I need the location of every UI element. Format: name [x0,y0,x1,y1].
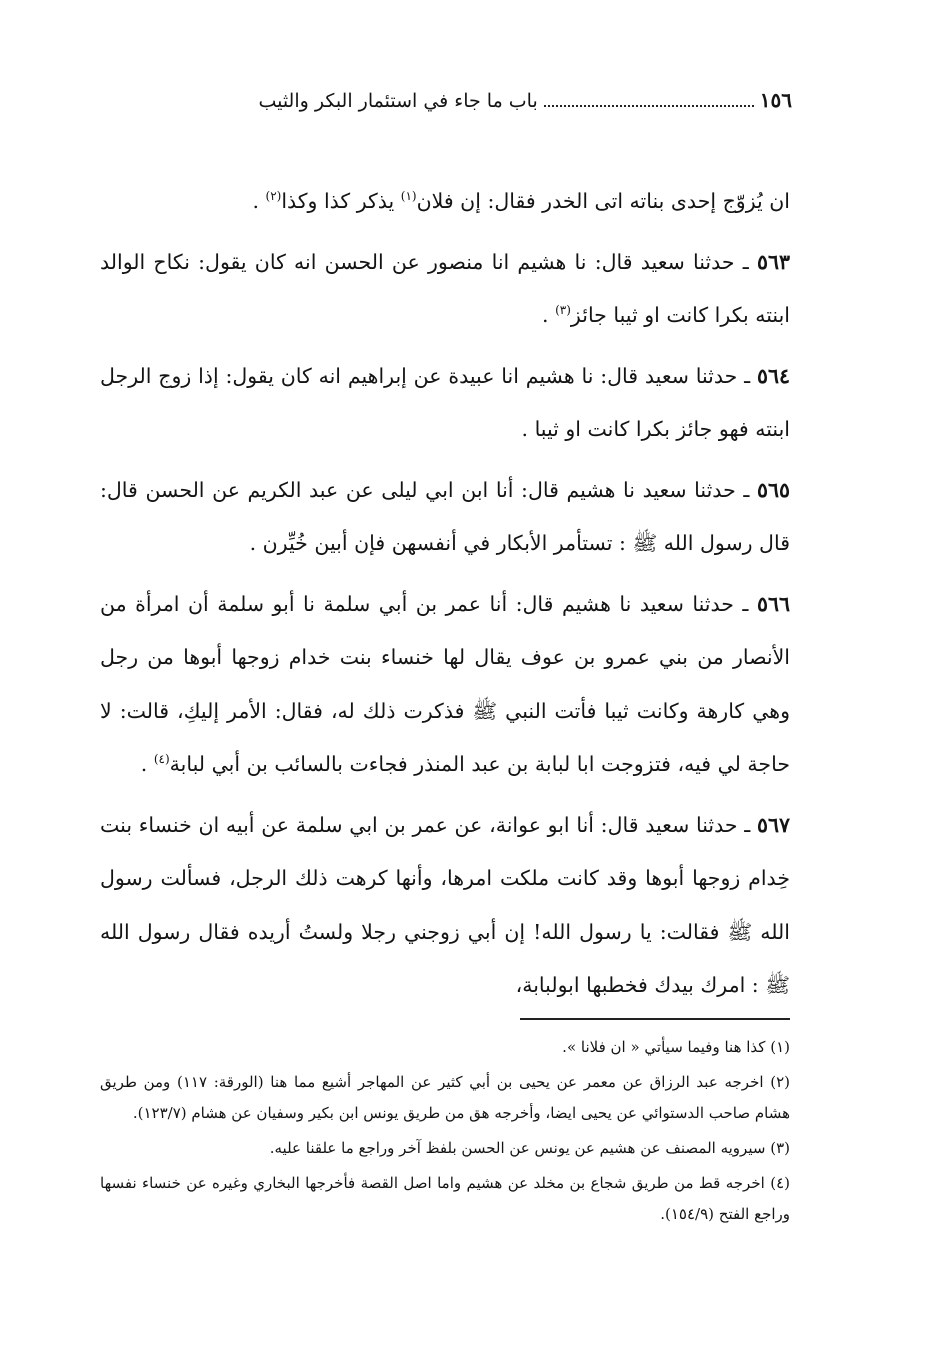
header-leader-dots [544,91,754,107]
footnote-4 [100,1168,790,1230]
chapter-title: باب ما جاء في استئمار البكر والثيب [258,90,538,112]
paragraph-text: حدثنا سعيد نا هشيم قال: أنا عمر بن أبي سلمة نا أبو سلمة أن امرأة من الأنصار من بني عمرو بن عوف يقال لها خنساء بنت خدام زوجها أبوها من رجل وهي كارهة وكانت ثيبا فأتت النبي ﷺ فذكرت ذلك له، فقال: الأمر إليكِ، قالت: لا حاجة لي فيه، فتزوجت ابا لبابة بن عبد المنذر فجاءت بالسائب بن أبي لبابة [100,591,790,776]
footnote-marker: (٣) [770,1139,790,1157]
footnote-1 [100,1032,790,1063]
hadith-number: ٥٦٤ [756,363,790,388]
footnote-text: اخرجه قط من طريق شجاع بن مخلد عن هشيم واما اصل القصة فأخرجها البخاري وغيره عن خنساء نفسها وراجع الفتح (١٥٤/٩). [100,1174,790,1223]
paragraph-text: . [140,752,154,776]
footnote-ref: (٤) [153,752,170,767]
paragraph-text: ان يُزوّج إحدى بناته اتى الخدر فقال: إن فلان [416,189,790,213]
hadith-number: ٥٦٥ [756,477,790,502]
footnote-separator [520,1018,790,1020]
footnote-ref: (٢) [265,189,282,204]
running-header [112,88,792,122]
paragraph-text: حدثنا سعيد قال: أنا ابو عوانة، عن عمر بن ابي سلمة عن أبيه ان خنساء بنت خِدام زوجها أبوها وقد كانت ملكت امرها، وأنها كرهت ذلك الرجل، فسألت رسول الله ﷺ فقالت: يا رسول الله! إن أبي زوجني رجلا ولستُ أريده فقال رسول الله ﷺ : امرك بيدك فخطبها ابولبابة، [100,812,790,997]
paragraph-text: حدثنا سعيد قال: نا هشيم انا منصور عن الحسن انه كان يقول: نكاح الوالد ابنته بكرا كانت او ثيبا جائز [100,249,790,327]
paragraph-text: حدثنا سعيد قال: نا هشيم انا عبيدة عن إبراهيم انه كان يقول: إذا زوج الرجل ابنته فهو جائز بكرا كانت او ثيبا . [100,363,790,441]
hadith-567: ٥٦٧ ـ حدثنا سعيد قال: أنا ابو عوانة، عن عمر بن ابي سلمة عن أبيه ان خنساء بنت خِدام زوجها أبوها وقد كانت ملكت امرها، وأنها كرهت ذلك الرجل، فسألت رسول الله ﷺ فقالت: يا رسول الله! إن أبي زوجني رجلا ولستُ أريده فقال رسول الله ﷺ : امرك بيدك فخطبها ابولبابة، [100,812,790,997]
hadith-566: ٥٦٦ ـ حدثنا سعيد نا هشيم قال: أنا عمر بن أبي سلمة نا أبو سلمة أن امرأة من الأنصار من بني عمرو بن عوف يقال لها خنساء بنت خدام زوجها أبوها من رجل وهي كارهة وكانت ثيبا فأتت النبي ﷺ فذكرت ذلك له، فقال: الأمر إليكِ، قالت: لا حاجة لي فيه، فتزوجت ابا لبابة بن عبد المنذر فجاءت بالسائب بن أبي لبابة$^{(٤)}$ . [100,591,790,776]
footnote-marker: (٢) [770,1073,790,1091]
footnote-2 [100,1067,790,1129]
hadith-565: ٥٦٥ ـ حدثنا سعيد نا هشيم قال: أنا ابن ابي ليلى عن عبد الكريم عن الحسن قال: قال رسول الله ﷺ : تستأمر الأبكار في أنفسهن فإن أبين خُيِّرن . [100,477,790,555]
page-number: ١٥٦ [759,88,792,112]
footnotes [100,1032,790,1230]
paragraph-text: . [542,303,556,327]
hadith-563: ٥٦٣ ـ حدثنا سعيد قال: نا هشيم انا منصور عن الحسن انه كان يقول: نكاح الوالد ابنته بكرا كانت او ثيبا جائز$^{(٣)}$ . [100,249,790,327]
footnote-marker: (١) [770,1038,790,1056]
footnote-text: اخرجه عبد الرزاق عن معمر عن يحيى بن أبي كثير عن المهاجر أشيع مما هنا (الورقة: ١١٧) ومن طريق هشام صاحب الدستوائي عن يحيى ايضا، وأخرجه هق من طريق يونس ابن بكير وسفيان عن هشام (١٢٣/٧). [100,1073,790,1122]
paragraph-text: حدثنا سعيد نا هشيم قال: أنا ابن ابي ليلى عن عبد الكريم عن الحسن قال: قال رسول الله ﷺ : تستأمر الأبكار في أنفسهن فإن أبين خُيِّرن . [100,477,790,555]
paragraph-text: يذكر كذا وكذا [281,189,401,213]
hadith-number: ٥٦٣ [756,249,790,274]
footnote-marker: (٤) [770,1174,790,1192]
footnote-ref: (١) [400,189,417,204]
footnote-text: سيرويه المصنف عن هشيم عن يونس عن الحسن بلفظ آخر وراجع ما علقنا عليه. [269,1139,766,1157]
footnote-ref: (٣) [555,303,571,318]
footnote-text: كذا هنا وفيما سيأتي « ان فلانا ». [562,1038,766,1056]
footnote-3 [100,1133,790,1164]
hadith-564: ٥٦٤ ـ حدثنا سعيد قال: نا هشيم انا عبيدة عن إبراهيم انه كان يقول: إذا زوج الرجل ابنته فهو جائز بكرا كانت او ثيبا . [100,363,790,441]
hadith-number: ٥٦٧ [756,812,790,837]
hadith-number: ٥٦٦ [756,591,790,616]
main-text [100,175,790,1013]
paragraph-text: . [252,189,266,213]
paragraph-continuation [100,175,790,229]
